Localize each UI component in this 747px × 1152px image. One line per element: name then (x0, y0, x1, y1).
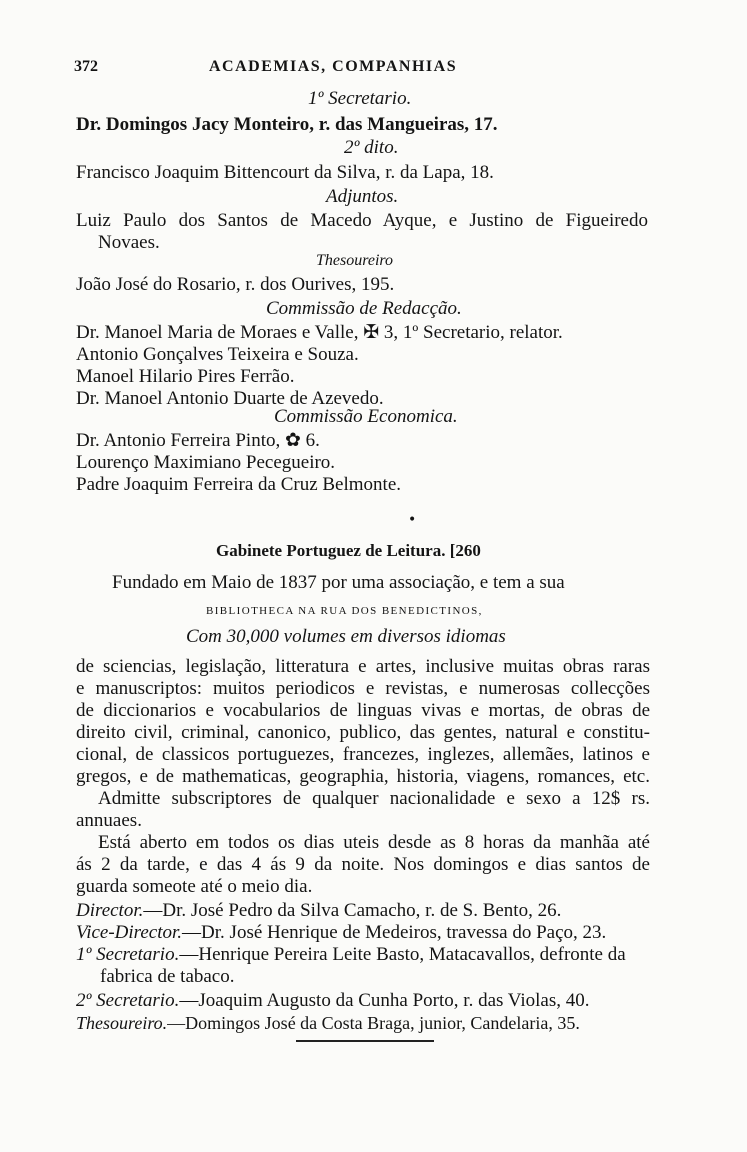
aberto-line: Está aberto em todos os dias uteis desde as 8 horas da manhãa até (98, 832, 650, 853)
adjuntos-heading: Adjuntos. (326, 186, 399, 207)
officer-line (100, 966, 235, 988)
adjuntos-line-1: Luiz Paulo dos Santos de Macedo Ayque, e Justino de Figueiredo (76, 210, 648, 231)
officer-text: —Dr. José Henrique de Medeiros, travessa do Paço, 23. (182, 922, 607, 943)
running-title: ACADEMIAS, COMPANHIAS (209, 58, 458, 75)
aberto-line: guarda someote até o meio dia. (76, 876, 313, 897)
officer-text: fabrica de tabaco. (100, 966, 235, 987)
economica-member: Padre Joaquim Ferreira da Cruz Belmonte. (76, 474, 402, 495)
sec1-name: Dr. Domingos Jacy Monteiro, r. das Mangueiras, 17. (76, 114, 498, 135)
gabinete-volumes: Com 30,000 volumes em diversos idiomas (186, 626, 506, 647)
officer-role: Thesoureiro. (76, 1013, 168, 1033)
redaccao-member: Antonio Gonçalves Teixeira e Souza. (76, 344, 359, 365)
body-line: gregos, e de mathematicas, geographia, historia, viagens, romances, etc. (76, 766, 650, 787)
officer-role: 2º Secretario. (76, 990, 180, 1011)
page-header (74, 58, 574, 84)
body-line: de diccionarios e vocabularios de linguas vivas e mortas, de obras de (76, 700, 650, 721)
officer-text: —Dr. José Pedro da Silva Camacho, r. de S. Bento, 26. (143, 900, 562, 921)
body-line: de sciencias, legislação, litteratura e artes, inclusive muitas obras raras (76, 656, 650, 677)
economica-heading: Commissão Economica. (274, 406, 458, 427)
admitte-line-2: annuaes. (76, 810, 142, 831)
officer-text: —Joaquim Augusto da Cunha Porto, r. das Violas, 40. (179, 990, 590, 1011)
sec1-heading: 1º Secretario. (308, 88, 412, 109)
aberto-line: ás 2 da tarde, e das 4 ás 9 da noite. Nos domingos e dias santos de (76, 854, 650, 875)
redaccao-member: Dr. Manoel Antonio Duarte de Azevedo. (76, 388, 384, 409)
officer-role: Vice-Director. (76, 922, 183, 943)
officer-text: —Domingos José da Costa Braga, junior, Candelaria, 35. (167, 1013, 580, 1033)
separator-mark: • (408, 512, 417, 528)
officer-line (76, 900, 561, 922)
gabinete-title: Gabinete Portuguez de Leitura. [260 (216, 541, 481, 560)
economica-member: Lourenço Maximiano Pecegueiro. (76, 452, 336, 473)
economica-member: Dr. Antonio Ferreira Pinto, ✿ 6. (76, 430, 320, 451)
officer-line (76, 1012, 580, 1034)
body-line: cional, de classicos portuguezes, francezes, inglezes, allemães, latinos e (76, 744, 650, 765)
admitte-line-1: Admitte subscriptores de qualquer nacionalidade e sexo a 12$ rs. (98, 788, 650, 809)
redaccao-member: Manoel Hilario Pires Ferrão. (76, 366, 295, 387)
redaccao-heading: Commissão de Redacção. (266, 298, 462, 319)
sec2-name: Francisco Joaquim Bittencourt da Silva, r. da Lapa, 18. (76, 162, 494, 183)
body-line: direito civil, criminal, canonico, publico, das gentes, natural e constitu- (76, 722, 650, 743)
gabinete-founded: Fundado em Maio de 1837 por uma associação, e tem a sua (112, 572, 565, 593)
thesoureiro-name: João José do Rosario, r. dos Ourives, 195. (76, 274, 395, 295)
body-line: e manuscriptos: muitos periodicos e revistas, e numerosas collecções (76, 678, 650, 699)
page-number: 372 (74, 58, 98, 75)
closing-rule (296, 1040, 434, 1042)
adjuntos-line-2: Novaes. (98, 232, 160, 253)
officer-role: Director. (76, 900, 144, 921)
officer-line (76, 990, 590, 1012)
redaccao-member: Dr. Manoel Maria de Moraes e Valle, ✠ 3, 1º Secretario, relator. (76, 322, 563, 343)
officer-line (76, 944, 626, 966)
officer-role: 1º Secretario. (76, 944, 180, 965)
sec2-heading: 2º dito. (344, 137, 399, 158)
officer-line (76, 922, 606, 944)
gabinete-biblioteca: BIBLIOTHECA NA RUA DOS BENEDICTINOS, (206, 605, 483, 617)
thesoureiro-heading: Thesoureiro (316, 252, 394, 269)
officer-text: —Henrique Pereira Leite Basto, Matacavallos, defronte da (179, 944, 626, 965)
